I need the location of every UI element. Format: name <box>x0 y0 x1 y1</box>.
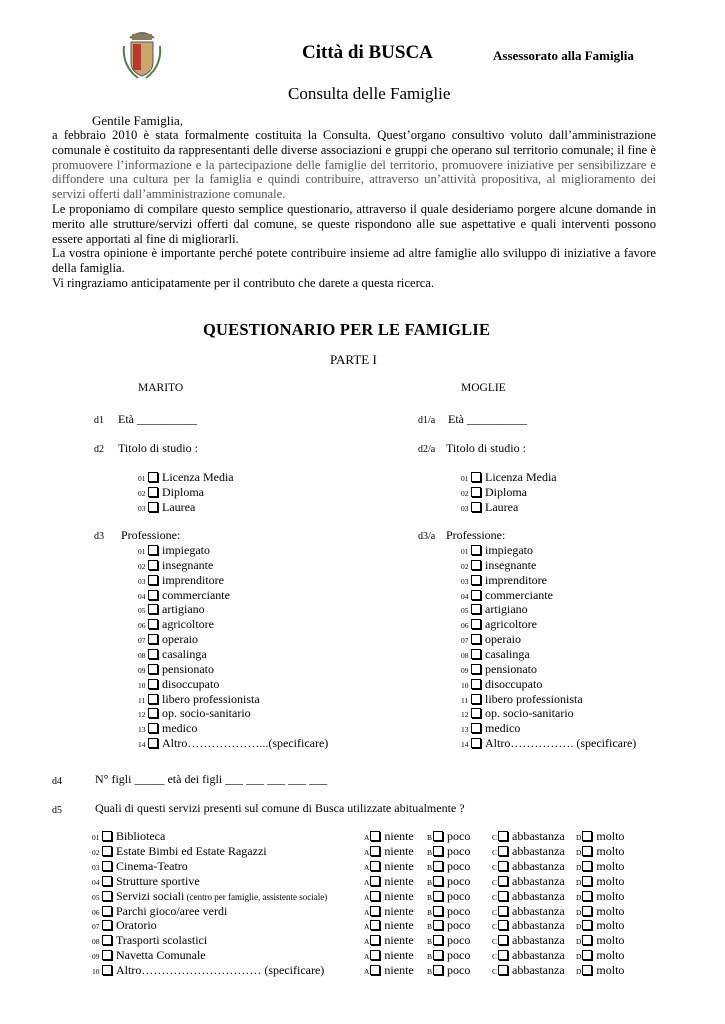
rating-option-molto[interactable]: D molto <box>576 903 625 918</box>
professione-option-m-02[interactable] <box>138 558 213 573</box>
option-label: medico <box>485 721 521 736</box>
questionnaire-title: QUESTIONARIO PER LE FAMIGLIE <box>203 320 491 339</box>
rating-option-poco[interactable]: B poco <box>427 903 471 918</box>
rating-option-abbastanza[interactable]: C abbastanza <box>492 888 565 903</box>
rating-option-niente[interactable]: A niente <box>364 948 414 963</box>
checkbox-icon <box>471 472 481 482</box>
rating-option-abbastanza[interactable]: C abbastanza <box>492 873 565 888</box>
checkbox-icon <box>582 950 592 960</box>
checkbox-icon <box>582 831 592 841</box>
checkbox-icon[interactable] <box>148 664 158 674</box>
professione-option-f-10[interactable] <box>461 677 542 692</box>
option-code: 12 <box>461 710 469 720</box>
checkbox-icon <box>433 965 443 975</box>
checkbox-icon <box>582 891 592 901</box>
studio-option-m-1[interactable]: 01 Licenza Media <box>138 470 234 484</box>
rating-option-molto[interactable]: D molto <box>576 873 625 888</box>
service-row-05 <box>92 889 652 904</box>
option-code: 01 <box>461 547 469 556</box>
rating-option-poco[interactable]: B poco <box>427 843 471 858</box>
option-code: 14 <box>461 740 469 750</box>
checkbox-icon <box>370 950 380 960</box>
rating-option-molto[interactable]: D molto <box>576 829 625 843</box>
checkbox-icon <box>498 906 508 916</box>
professione-option-f-04[interactable] <box>461 588 553 603</box>
option-label: medico <box>162 721 198 736</box>
option-code: 13 <box>138 725 146 735</box>
option-label: Altro……………. (specificare) <box>485 736 637 751</box>
checkbox-icon <box>433 906 443 916</box>
option-label: pensionato <box>162 661 214 676</box>
professione-option-m-12[interactable] <box>138 706 251 721</box>
assessorato-label: Assessorato alla Famiglia <box>493 48 634 63</box>
moglie-header: MOGLIE <box>461 382 506 394</box>
rating-option-niente[interactable]: A niente <box>364 933 414 948</box>
checkbox-icon[interactable] <box>102 891 112 901</box>
option-label: libero professionista <box>485 691 583 706</box>
marito-header: MARITO <box>138 382 184 394</box>
checkbox-icon[interactable] <box>471 604 481 614</box>
professione-option-f-11[interactable] <box>461 692 583 707</box>
option-code: 07 <box>461 636 469 646</box>
city-title: Città di BUSCA <box>302 42 433 63</box>
letter-p1b: promuovere l’informazione e la partecipazione delle famiglie del territorio, promuovere iniziative per sensibilizzare e diffondere una cultura per la famiglia e quindi contribuire, attraverso un’attività propositiva, al miglioramento dei servizi offerti dall’amministrazione comunale. <box>52 157 656 202</box>
service-name: 05 Servizi sociali (centro per famiglie, assistente sociale) <box>92 888 328 903</box>
option-code: 12 <box>138 710 146 720</box>
service-row-07 <box>92 918 652 933</box>
checkbox-icon <box>582 920 592 930</box>
checkbox-icon[interactable] <box>148 560 158 570</box>
rating-option-niente[interactable]: A niente <box>364 918 414 933</box>
rating-option-molto[interactable]: D molto <box>576 918 625 933</box>
checkbox-icon[interactable] <box>102 846 112 856</box>
rating-option-abbastanza[interactable]: C abbastanza <box>492 829 565 843</box>
checkbox-icon <box>498 891 508 901</box>
option-label: commerciante <box>162 587 230 602</box>
professione-option-f-02[interactable] <box>461 558 536 573</box>
professione-option-m-05[interactable] <box>138 602 205 617</box>
letter-body <box>52 128 656 291</box>
service-note: (centro per famiglie, assistente sociale) <box>184 891 328 902</box>
checkbox-icon <box>498 846 508 856</box>
checkbox-icon <box>498 965 508 975</box>
part-label: PARTE I <box>330 352 377 367</box>
option-label: pensionato <box>485 661 537 676</box>
option-code: 10 <box>461 680 469 690</box>
checkbox-icon[interactable] <box>148 679 158 689</box>
question-number-d2: d2 <box>94 444 104 455</box>
checkbox-icon[interactable] <box>471 545 481 555</box>
checkbox-icon[interactable] <box>471 590 481 600</box>
greeting: Gentile Famiglia, <box>92 113 183 128</box>
checkbox-icon <box>498 861 508 871</box>
checkbox-icon[interactable] <box>102 876 112 886</box>
professione-option-f-12[interactable] <box>461 706 574 721</box>
checkbox-icon <box>433 935 443 945</box>
rating-option-poco[interactable]: B poco <box>427 933 471 948</box>
letter-p4: Vi ringraziamo anticipatamente per il contributo che darete a questa ricerca. <box>52 275 435 290</box>
rating-option-molto[interactable]: D molto <box>576 888 625 903</box>
service-row-06 <box>92 904 652 919</box>
checkbox-icon <box>370 846 380 856</box>
checkbox-icon[interactable] <box>148 604 158 614</box>
checkbox-icon[interactable] <box>148 545 158 555</box>
checkbox-icon[interactable] <box>471 708 481 718</box>
professione-option-m-04[interactable] <box>138 588 230 603</box>
checkbox-icon[interactable] <box>102 861 112 871</box>
letter-p1a: a febbraio 2010 è stata formalmente costituita la Consulta. Quest’organo consultivo voluto dall’amministrazione comunale è costituito da rappresentanti delle diverse associazioni e gruppi che operano sul territorio comunale; il fine è <box>52 128 656 157</box>
option-label: libero professionista <box>162 691 260 706</box>
rating-option-molto[interactable]: D molto <box>576 963 625 978</box>
professione-option-f-06[interactable] <box>461 617 537 632</box>
checkbox-icon <box>148 472 158 482</box>
checkbox-icon <box>370 965 380 975</box>
option-label: imprenditore <box>162 572 224 587</box>
service-row-10 <box>92 963 652 978</box>
checkbox-icon <box>370 861 380 871</box>
checkbox-icon[interactable] <box>148 590 158 600</box>
checkbox-icon <box>582 876 592 886</box>
titolo-studio-marito-label: Titolo di studio : <box>118 441 198 455</box>
professione-option-f-03[interactable] <box>461 573 547 588</box>
service-name: 06 Parchi gioco/aree verdi <box>92 903 228 918</box>
option-code: 02 <box>138 561 146 571</box>
rating-option-niente[interactable]: A niente <box>364 858 414 873</box>
option-label: agricoltore <box>485 617 537 632</box>
professione-option-m-14[interactable] <box>138 736 328 751</box>
checkbox-icon[interactable] <box>471 575 481 585</box>
titolo-studio-moglie-label: Titolo di studio : <box>446 441 526 455</box>
checkbox-icon[interactable] <box>471 560 481 570</box>
checkbox-icon[interactable] <box>471 634 481 644</box>
option-label: disoccupato <box>485 676 543 691</box>
professione-option-m-07[interactable] <box>138 632 198 647</box>
letter-p3: La vostra opinione è importante perché potete contribuire insieme ad altre famiglie allo sviluppo di iniziative a favore della famiglia. <box>52 246 656 276</box>
option-code: 02 <box>461 561 469 571</box>
question-number-d1: d1 <box>94 415 104 426</box>
checkbox-icon <box>148 487 158 497</box>
checkbox-icon[interactable] <box>102 950 112 960</box>
checkbox-icon[interactable] <box>102 906 112 916</box>
option-label: artigiano <box>162 602 205 617</box>
checkbox-icon <box>498 920 508 930</box>
rating-option-niente[interactable]: A niente <box>364 963 414 978</box>
checkbox-icon <box>433 831 443 841</box>
option-label: commerciante <box>485 587 553 602</box>
option-label: imprenditore <box>485 572 547 587</box>
checkbox-icon <box>433 861 443 871</box>
professione-option-m-13[interactable] <box>138 721 197 736</box>
service-name: 07 Oratorio <box>92 918 157 933</box>
checkbox-icon <box>370 831 380 841</box>
rating-option-poco[interactable]: B poco <box>427 858 471 873</box>
professione-option-f-08[interactable] <box>461 647 530 662</box>
service-name: 03 Cinema-Teatro <box>92 858 188 873</box>
service-name: 09 Navetta Comunale <box>92 948 206 963</box>
option-code: 04 <box>461 591 469 601</box>
studio-option-f-2[interactable]: 02 Diploma <box>461 485 527 499</box>
checkbox-icon[interactable] <box>471 738 481 748</box>
checkbox-icon[interactable] <box>102 831 112 841</box>
option-label: casalinga <box>485 646 530 661</box>
option-label: casalinga <box>162 646 207 661</box>
question-number-d3a: d3/a <box>418 531 436 542</box>
option-code: 05 <box>138 606 146 616</box>
checkbox-icon <box>582 935 592 945</box>
professione-option-f-01[interactable] <box>461 543 533 558</box>
question-number-d5: d5 <box>52 805 62 816</box>
professione-option-m-11[interactable] <box>138 692 260 707</box>
checkbox-icon <box>370 891 380 901</box>
rating-option-molto[interactable]: D molto <box>576 948 625 963</box>
checkbox-icon[interactable] <box>471 723 481 733</box>
professione-option-m-03[interactable] <box>138 573 224 588</box>
checkbox-icon <box>582 965 592 975</box>
professione-option-m-10[interactable] <box>138 677 219 692</box>
letter-p2: Le proponiamo di compilare questo semplice questionario, attraverso il quale desideriamo porgere alcune domande in merito alle strutture/servizi offerti dal comune, se queste rispondono alle sue aspettative e quali interventi possono essere apportati al fine di migliorarli. <box>52 201 656 246</box>
professione-option-m-01[interactable] <box>138 543 210 558</box>
checkbox-icon[interactable] <box>148 575 158 585</box>
checkbox-icon <box>370 935 380 945</box>
rating-option-niente[interactable]: A niente <box>364 903 414 918</box>
checkbox-icon[interactable] <box>148 694 158 704</box>
professione-option-f-09[interactable] <box>461 662 537 677</box>
checkbox-icon[interactable] <box>471 679 481 689</box>
checkbox-icon[interactable] <box>471 694 481 704</box>
checkbox-icon <box>498 950 508 960</box>
option-label: op. socio-sanitario <box>485 706 574 721</box>
studio-option-f-1[interactable]: 01 Licenza Media <box>461 470 557 484</box>
option-code: 08 <box>461 650 469 660</box>
option-label: operaio <box>485 632 521 647</box>
professione-option-m-08[interactable] <box>138 647 207 662</box>
checkbox-icon[interactable] <box>148 619 158 629</box>
rating-option-abbastanza[interactable]: C abbastanza <box>492 933 565 948</box>
option-code: 14 <box>138 740 146 750</box>
rating-option-poco[interactable]: B poco <box>427 888 471 903</box>
rating-option-poco[interactable]: B poco <box>427 918 471 933</box>
question-number-d2a: d2/a <box>418 444 436 455</box>
professione-option-m-06[interactable] <box>138 617 214 632</box>
studio-option-m-3[interactable]: 03 Laurea <box>138 500 196 514</box>
checkbox-icon[interactable] <box>102 920 112 930</box>
question-number-d3: d3 <box>94 531 104 542</box>
option-code: 06 <box>138 621 146 631</box>
rating-option-abbastanza[interactable]: C abbastanza <box>492 903 565 918</box>
option-label: impiegato <box>485 543 533 557</box>
option-code: 03 <box>461 576 469 586</box>
checkbox-icon <box>433 846 443 856</box>
checkbox-icon <box>433 876 443 886</box>
studio-option-f-3[interactable]: 03 Laurea <box>461 500 519 514</box>
eta-moglie-field[interactable]: Età __________ <box>448 412 527 426</box>
option-code: 11 <box>138 695 146 705</box>
coat-of-arms-logo <box>120 26 164 80</box>
checkbox-icon[interactable] <box>471 664 481 674</box>
checkbox-icon <box>582 906 592 916</box>
rating-option-niente[interactable]: A niente <box>364 843 414 858</box>
rating-option-molto[interactable]: D molto <box>576 843 625 858</box>
checkbox-icon[interactable] <box>102 965 112 975</box>
rating-option-niente[interactable]: A niente <box>364 873 414 888</box>
checkbox-icon <box>433 920 443 930</box>
figli-field[interactable]: N° figli _____ età dei figli ___ ___ ___ ___ ___ <box>95 772 328 786</box>
eta-marito-field[interactable]: Età __________ <box>118 412 197 426</box>
rating-option-abbastanza[interactable]: C abbastanza <box>492 948 565 963</box>
checkbox-icon[interactable] <box>148 708 158 718</box>
option-label: impiegato <box>162 543 210 557</box>
service-row-08 <box>92 933 652 948</box>
option-label: artigiano <box>485 602 528 617</box>
checkbox-icon[interactable] <box>148 649 158 659</box>
checkbox-icon[interactable] <box>148 723 158 733</box>
checkbox-icon[interactable] <box>148 738 158 748</box>
question-number-d4: d4 <box>52 776 62 787</box>
rating-option-abbastanza[interactable]: C abbastanza <box>492 858 565 873</box>
option-label: operaio <box>162 632 198 647</box>
option-code: 06 <box>461 621 469 631</box>
option-code: 10 <box>138 680 146 690</box>
checkbox-icon <box>370 906 380 916</box>
option-code: 09 <box>138 665 146 675</box>
checkbox-icon <box>498 831 508 841</box>
service-name: 10 Altro………………………… (specificare) <box>92 963 325 978</box>
professione-option-f-14[interactable] <box>461 736 636 751</box>
professione-option-m-09[interactable] <box>138 662 214 677</box>
option-label: Altro………………...(specificare) <box>162 736 329 751</box>
checkbox-icon <box>471 487 481 497</box>
service-row-04 <box>92 874 652 889</box>
checkbox-icon <box>498 876 508 886</box>
studio-option-m-2[interactable]: 02 Diploma <box>138 485 204 499</box>
option-code: 04 <box>138 591 146 601</box>
option-code: 08 <box>138 650 146 660</box>
professione-moglie-label: Professione: <box>446 528 506 542</box>
option-label: insegnante <box>485 557 537 572</box>
checkbox-icon <box>148 502 158 512</box>
checkbox-icon[interactable] <box>471 649 481 659</box>
rating-option-poco[interactable]: B poco <box>427 963 471 978</box>
question-number-d1a: d1/a <box>418 415 436 426</box>
checkbox-icon[interactable] <box>471 619 481 629</box>
professione-option-f-07[interactable] <box>461 632 521 647</box>
service-name: 08 Trasporti scolastici <box>92 933 208 948</box>
rating-option-poco[interactable]: B poco <box>427 873 471 888</box>
option-code: 01 <box>138 547 146 556</box>
option-label: agricoltore <box>162 617 214 632</box>
option-code: 11 <box>461 695 469 705</box>
option-code: 13 <box>461 725 469 735</box>
rating-option-niente[interactable]: A niente <box>364 829 414 843</box>
rating-option-abbastanza[interactable]: C abbastanza <box>492 963 565 978</box>
checkbox-icon <box>471 502 481 512</box>
service-name: 04 Strutture sportive <box>92 873 200 888</box>
service-row-09 <box>92 948 652 963</box>
rating-option-niente[interactable]: A niente <box>364 888 414 903</box>
checkbox-icon <box>370 876 380 886</box>
checkbox-icon[interactable] <box>148 634 158 644</box>
rating-option-poco[interactable]: B poco <box>427 829 471 843</box>
option-label: disoccupato <box>162 676 220 691</box>
service-row-01 <box>92 829 652 844</box>
rating-option-abbastanza[interactable]: C abbastanza <box>492 843 565 858</box>
rating-option-molto[interactable]: D molto <box>576 933 625 948</box>
rating-option-abbastanza[interactable]: C abbastanza <box>492 918 565 933</box>
rating-option-molto[interactable]: D molto <box>576 858 625 873</box>
rating-option-poco[interactable]: B poco <box>427 948 471 963</box>
professione-option-f-13[interactable] <box>461 721 520 736</box>
option-code: 03 <box>138 576 146 586</box>
checkbox-icon <box>370 920 380 930</box>
checkbox-icon <box>498 935 508 945</box>
service-name: 01 Biblioteca <box>92 829 166 843</box>
option-label: insegnante <box>162 557 214 572</box>
service-row-03 <box>92 859 652 874</box>
checkbox-icon <box>582 861 592 871</box>
option-code: 09 <box>461 665 469 675</box>
option-code: 05 <box>461 606 469 616</box>
checkbox-icon[interactable] <box>102 935 112 945</box>
professione-marito-label: Professione: <box>121 528 181 542</box>
servizi-question: Quali di questi servizi presenti sul comune di Busca utilizzate abitualmente ? <box>95 801 465 815</box>
service-name: 02 Estate Bimbi ed Estate Ragazzi <box>92 843 267 858</box>
checkbox-icon <box>582 846 592 856</box>
option-code: 07 <box>138 636 146 646</box>
checkbox-icon <box>433 950 443 960</box>
professione-option-f-05[interactable] <box>461 602 528 617</box>
checkbox-icon <box>433 891 443 901</box>
service-row-02 <box>92 844 652 859</box>
option-label: op. socio-sanitario <box>162 706 251 721</box>
consulta-title: Consulta delle Famiglie <box>288 84 451 103</box>
